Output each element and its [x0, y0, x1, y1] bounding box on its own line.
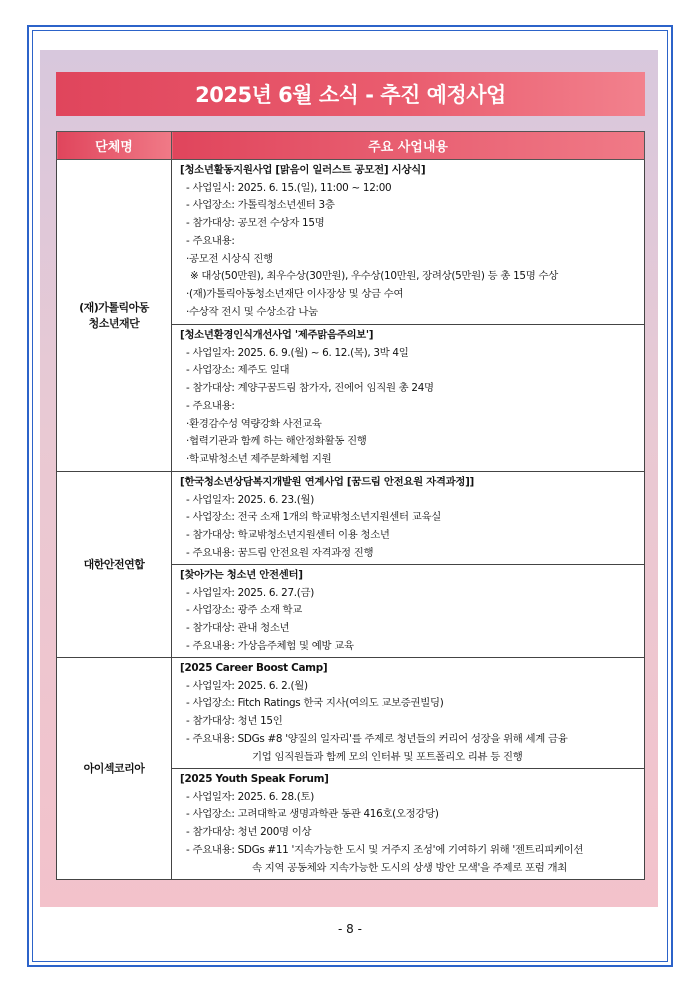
table-row — [57, 160, 645, 325]
header-org: 단체명 — [57, 132, 172, 160]
program-line: - 사업일자: 2025. 6. 2.(월) — [186, 679, 308, 692]
program-line: ·학교밖청소년 제주문화체험 지원 — [186, 452, 332, 465]
program-line: - 참가대상: 계양구꿈드림 참가자, 진에어 임직원 총 24명 — [186, 382, 434, 395]
program-line: - 사업일시: 2025. 6. 15.(일), 11:00 ~ 12:00 — [186, 181, 392, 194]
program-cell — [172, 472, 645, 565]
program-line: ·환경감수성 역량강화 사전교육 — [186, 417, 322, 430]
org-name-line: 아이섹코리아 — [83, 761, 145, 775]
org-name-line: 청소년재단 — [88, 316, 140, 330]
program-line: - 사업일자: 2025. 6. 28.(토) — [186, 790, 315, 803]
program-line: - 참가대상: 관내 청소년 — [186, 622, 290, 635]
program-line: - 사업장소: 광주 소재 학교 — [186, 604, 303, 617]
program-title: [2025 Career Boost Camp] — [180, 662, 328, 674]
program-line: - 사업일자: 2025. 6. 27.(금) — [186, 586, 315, 599]
program-line: ·협력기관과 함께 하는 해안정화활동 진행 — [186, 435, 367, 448]
program-cell — [172, 565, 645, 658]
program-line: - 사업장소: 가톨릭청소년센터 3층 — [186, 199, 335, 212]
program-cell — [172, 160, 645, 325]
org-name-cell — [57, 658, 172, 880]
page-number: - 8 - — [338, 922, 362, 936]
program-line: - 참가대상: 학교밖청소년지원센터 이용 청소년 — [186, 529, 390, 542]
org-name-cell — [57, 472, 172, 658]
program-line: - 사업장소: 고려대학교 생명과학관 동관 416호(오정강당) — [186, 808, 439, 821]
program-cell — [172, 769, 645, 880]
program-line: - 사업일자: 2025. 6. 23.(월) — [186, 493, 315, 506]
program-line: - 사업장소: 제주도 일대 — [186, 364, 290, 377]
program-line: ·공모전 시상식 진행 — [186, 252, 273, 265]
program-line: ·수상작 전시 및 수상소감 나눔 — [186, 305, 318, 318]
table-header-row — [57, 132, 645, 160]
program-line: - 주요내용: — [186, 234, 235, 247]
program-line: - 주요내용: 가상음주체험 및 예방 교육 — [186, 639, 354, 652]
org-name-line: 대한안전연합 — [83, 557, 145, 571]
program-line: - 사업일자: 2025. 6. 9.(월) ~ 6. 12.(목), 3박 4일 — [186, 346, 409, 359]
program-cell — [172, 325, 645, 472]
program-line: - 주요내용: SDGs #8 '양질의 일자리'를 주제로 청년들의 커리어 성장을 위해 세계 금융 — [186, 732, 568, 745]
program-title: [2025 Youth Speak Forum] — [180, 773, 329, 785]
program-line: ·(재)가톨릭아동청소년재단 이사장상 및 상금 수여 — [186, 287, 404, 300]
program-line-continued: 속 지역 공동체와 지속가능한 도시의 상생 방안 모색'을 주제로 포럼 개최 — [252, 861, 567, 874]
header-content: 주요 사업내용 — [172, 132, 645, 160]
program-line: - 사업장소: Fitch Ratings 한국 지사(여의도 교보증권빌딩) — [186, 697, 444, 710]
program-line: - 참가대상: 청년 200명 이상 — [186, 826, 312, 839]
page-title-banner — [56, 72, 645, 116]
program-line: - 주요내용: 꿈드림 안전요원 자격과정 진행 — [186, 546, 374, 559]
program-title: [청소년환경인식개선사업 '제주맑음주의보'] — [180, 329, 374, 341]
program-cell — [172, 658, 645, 769]
program-note: ※ 대상(50만원), 최우수상(30만원), 우수상(10만원, 장려상(5만원) 등 총 15명 수상 — [190, 270, 558, 283]
org-name-cell — [57, 160, 172, 472]
program-title: [찾아가는 청소년 안전센터] — [180, 569, 303, 581]
program-line: - 주요내용: SDGs #11 '지속가능한 도시 및 거주지 조성'에 기여하기 위해 '젠트리피케이션 — [186, 843, 584, 856]
org-name-line: (재)가톨릭아동 — [79, 300, 149, 314]
program-line-continued: 기업 임직원들과 함께 모의 인터뷰 및 포트폴리오 리뷰 등 진행 — [252, 750, 523, 763]
program-line: - 사업장소: 전국 소재 1개의 학교밖청소년지원센터 교육실 — [186, 511, 441, 524]
program-line: - 참가대상: 공모전 수상자 15명 — [186, 217, 325, 230]
page-title: 2025년 6월 소식 - 추진 예정사업 — [195, 83, 506, 107]
program-title: [한국청소년상담복지개발원 연계사업 [꿈드림 안전요원 자격과정]] — [180, 476, 474, 488]
table-row — [57, 658, 645, 769]
program-line: - 참가대상: 청년 15인 — [186, 715, 283, 728]
program-title: [청소년활동지원사업 [맑음이 일러스트 공모전] 시상식] — [180, 164, 426, 176]
program-line: - 주요내용: — [186, 399, 235, 412]
table-row — [57, 472, 645, 565]
program-table — [56, 131, 645, 880]
